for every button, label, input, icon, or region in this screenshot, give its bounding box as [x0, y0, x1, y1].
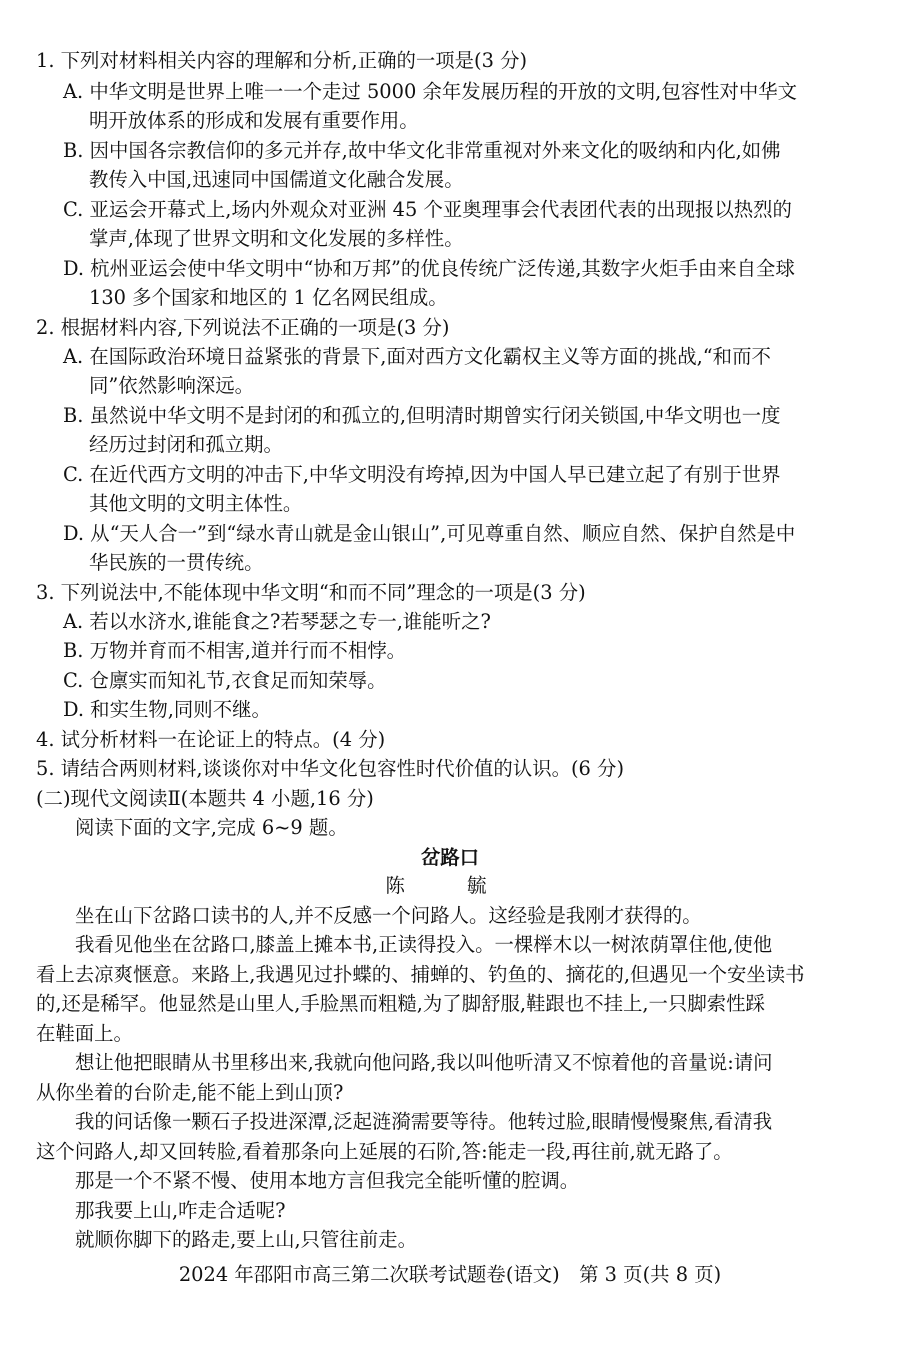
question-3-option-c: C. 仓廪实而知礼节,衣食足而知荣辱。	[63, 669, 387, 692]
story-paragraph-line: 看上去凉爽惬意。来路上,我遇见过扑蝶的、捕蝉的、钓鱼的、摘花的,但遇见一个安坐读书	[36, 963, 805, 986]
question-2-option-c-cont: 其他文明的文明主体性。	[89, 492, 303, 515]
story-paragraph: 就顺你脚下的路走,要上山,只管往前走。	[75, 1228, 417, 1251]
question-1-option-c-cont: 掌声,体现了世界文明和文化发展的多样性。	[89, 227, 464, 250]
question-1-option-a-cont: 明开放体系的形成和发展有重要作用。	[89, 109, 419, 132]
reading-instruction: 阅读下面的文字,完成 6~9 题。	[75, 816, 348, 839]
question-1-stem: 1. 下列对材料相关内容的理解和分析,正确的一项是(3 分)	[36, 49, 528, 72]
story-paragraph: 想让他把眼睛从书里移出来,我就向他问路,我以叫他听清又不惊着他的音量说:请问	[75, 1051, 773, 1074]
question-3-option-a: A. 若以水济水,谁能食之?若琴瑟之专一,谁能听之?	[63, 610, 491, 633]
question-1-option-d: D. 杭州亚运会使中华文明中“协和万邦”的优良传统广泛传递,其数字火炬手由来自全球	[63, 257, 795, 280]
question-2-option-c: C. 在近代西方文明的冲击下,中华文明没有垮掉,因为中国人早已建立起了有别于世界	[63, 463, 781, 486]
question-2-option-b-cont: 经历过封闭和孤立期。	[89, 433, 283, 456]
story-paragraph: 那是一个不紧不慢、使用本地方言但我完全能听懂的腔调。	[75, 1169, 580, 1192]
question-3-stem: 3. 下列说法中,不能体现中华文明“和而不同”理念的一项是(3 分)	[36, 581, 586, 604]
question-3-option-b: B. 万物并育而不相害,道并行而不相悖。	[63, 639, 406, 662]
story-author: 陈 毓	[385, 874, 515, 897]
question-1-option-b: B. 因中国各宗教信仰的多元并存,故中华文化非常重视对外来文化的吸纳和内化,如佛	[63, 139, 781, 162]
story-paragraph-line: 的,还是稀罕。他显然是山里人,手脸黑而粗糙,为了脚舒服,鞋跟也不挂上,一只脚索性踩	[36, 992, 765, 1015]
story-paragraph-line: 这个问路人,却又回转脸,看着那条向上延展的石阶,答:能走一段,再往前,就无路了。	[36, 1140, 733, 1163]
question-1-option-b-cont: 教传入中国,迅速同中国儒道文化融合发展。	[89, 168, 464, 191]
story-paragraph: 我看见他坐在岔路口,膝盖上摊本书,正读得投入。一棵榉木以一树浓荫罩住他,使他	[75, 933, 773, 956]
question-1-option-a: A. 中华文明是世界上唯一一个走过 5000 余年发展历程的开放的文明,包容性对中华文	[63, 80, 798, 103]
question-4: 4. 试分析材料一在论证上的特点。(4 分)	[36, 728, 386, 751]
story-paragraph-line: 从你坐着的台阶走,能不能上到山顶?	[36, 1081, 344, 1104]
story-paragraph: 那我要上山,咋走合适呢?	[75, 1199, 286, 1222]
question-2-stem: 2. 根据材料内容,下列说法不正确的一项是(3 分)	[36, 316, 450, 339]
question-1-option-d-cont: 130 多个国家和地区的 1 亿名网民组成。	[89, 286, 448, 309]
story-paragraph: 坐在山下岔路口读书的人,并不反感一个问路人。这经验是我刚才获得的。	[75, 904, 702, 927]
question-3-option-d: D. 和实生物,同则不继。	[63, 698, 271, 721]
story-paragraph: 我的问话像一颗石子投进深潭,泛起涟漪需要等待。他转过脸,眼睛慢慢聚焦,看清我	[75, 1110, 773, 1133]
question-2-option-a: A. 在国际政治环境日益紧张的背景下,面对西方文化霸权主义等方面的挑战,“和而不	[63, 345, 771, 368]
question-2-option-d: D. 从“天人合一”到“绿水青山就是金山银山”,可见尊重自然、顺应自然、保护自然是中	[63, 522, 796, 545]
question-2-option-b: B. 虽然说中华文明不是封闭的和孤立的,但明清时期曾实行闭关锁国,中华文明也一度	[63, 404, 781, 427]
question-5: 5. 请结合两则材料,谈谈你对中华文化包容性时代价值的认识。(6 分)	[36, 757, 625, 780]
story-title: 岔路口	[420, 846, 480, 869]
page-footer: 2024 年邵阳市高三第二次联考试题卷(语文) 第 3 页(共 8 页)	[178, 1263, 722, 1286]
question-2-option-d-cont: 华民族的一贯传统。	[89, 551, 264, 574]
question-1-option-c: C. 亚运会开幕式上,场内外观众对亚洲 45 个亚奥理事会代表团代表的出现报以热烈的	[63, 198, 792, 221]
section-heading: (二)现代文阅读Ⅱ(本题共 4 小题,16 分)	[36, 787, 374, 810]
story-paragraph-line: 在鞋面上。	[36, 1022, 133, 1045]
question-2-option-a-cont: 同”依然影响深远。	[89, 374, 255, 397]
